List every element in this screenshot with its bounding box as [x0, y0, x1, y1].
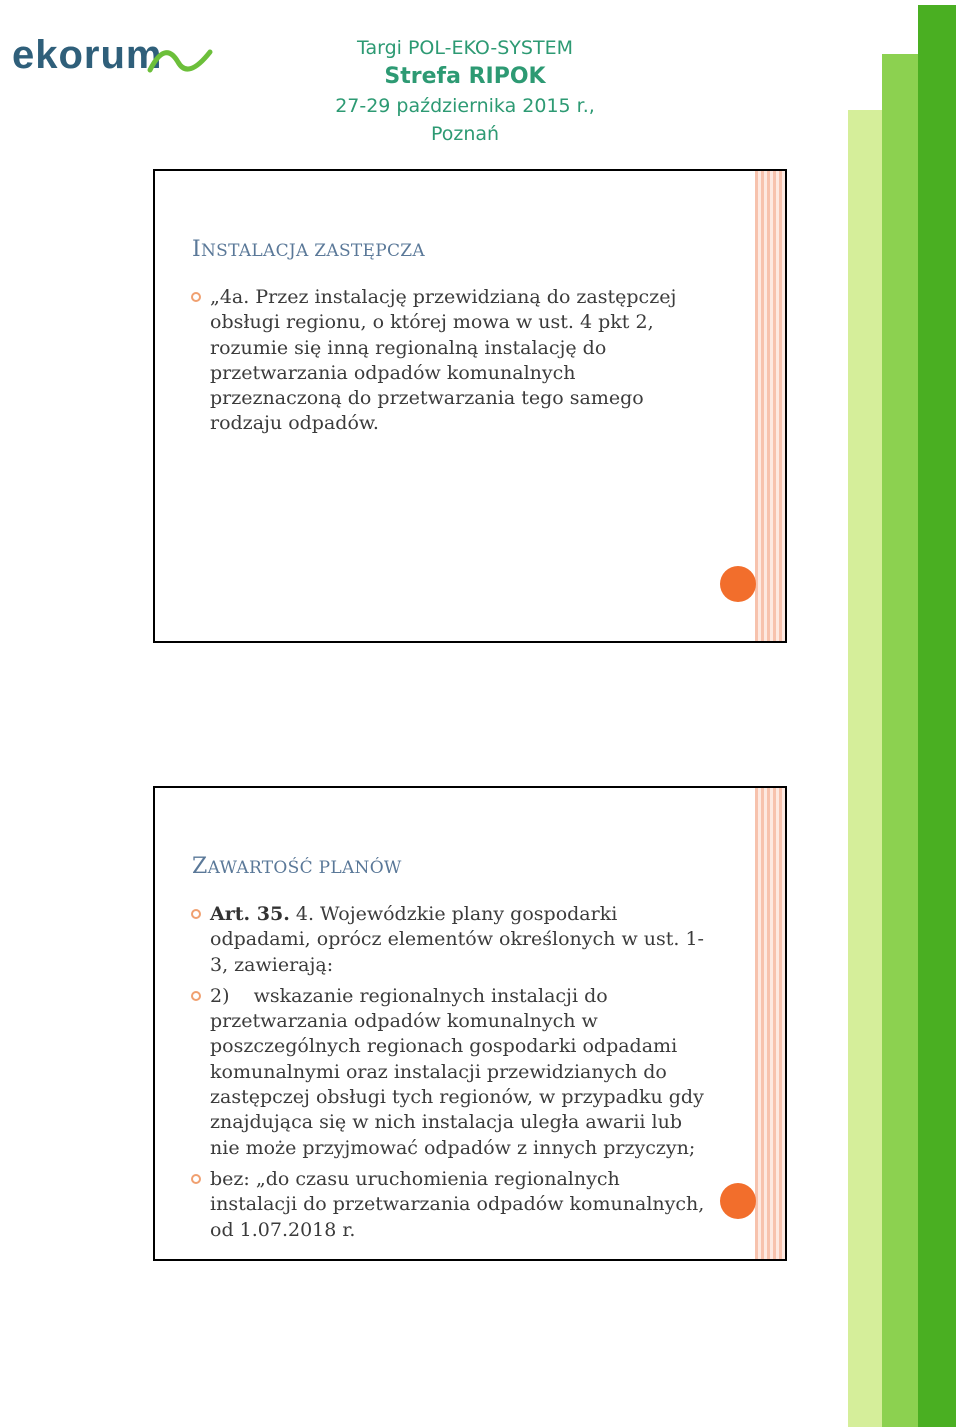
logo-text: ekorum: [12, 33, 163, 77]
orange-dot-icon: [720, 566, 756, 602]
bullet-paragraph: Art. 35. 4. Wojewódzkie plany gospodarki odpadami, oprócz elementów określonych w ust. 1-3, zawierają:: [210, 902, 710, 978]
slide-body: [210, 285, 710, 443]
decor-bar-light: [848, 110, 882, 1427]
decor-bar-dark: [918, 5, 956, 1427]
slide-zawartosc-planow: [153, 786, 787, 1261]
slide-title: ZAWARTOŚĆ PLANÓW: [192, 854, 402, 879]
event-name: Targi POL-EKO-SYSTEM: [357, 37, 573, 59]
slide-stripes: [755, 788, 785, 1259]
decor-bar-mid: [882, 54, 918, 1427]
bullet-paragraph: 2) wskazanie regionalnych instalacji do przetwarzania odpadów komunalnych w poszczególnych regionach gospodarki odpadami komunalnymi oraz instalacji przewidzianych do zastępczej obsługi tych regionów, w przypadku gdy znajdująca się w nich instalacja uległa awarii lub nie może przyjmować odpadów z innych przyczyn;: [210, 984, 710, 1161]
bullet-icon: [191, 1174, 201, 1184]
orange-dot-icon: [720, 1183, 756, 1219]
bullet-icon: [191, 909, 201, 919]
bullet-paragraph: bez: „do czasu uruchomienia regionalnych instalacji do przetwarzania odpadów komunalnych, od 1.07.2018 r.: [210, 1167, 710, 1243]
bullet-icon: [191, 292, 201, 302]
slide-stripes: [755, 171, 785, 641]
slide-body: [210, 902, 710, 1249]
event-date: 27-29 października 2015 r., Poznań: [335, 95, 595, 145]
ekorum-logo: [10, 30, 220, 80]
event-info: [300, 34, 630, 148]
slide-instalacja-zastepcza: [153, 169, 787, 643]
bullet-icon: [191, 991, 201, 1001]
bullet-paragraph: „4a. Przez instalację przewidzianą do zastępczej obsługi regionu, o której mowa w ust. 4 pkt 2, rozumie się inną regionalną instalację do przetwarzania odpadów komunalnych przeznaczoną do przetwarzania tego samego rodzaju odpadów.: [210, 285, 710, 437]
slide-title: INSTALACJA ZASTĘPCZA: [192, 237, 425, 262]
event-zone: Strefa RIPOK: [384, 64, 546, 89]
